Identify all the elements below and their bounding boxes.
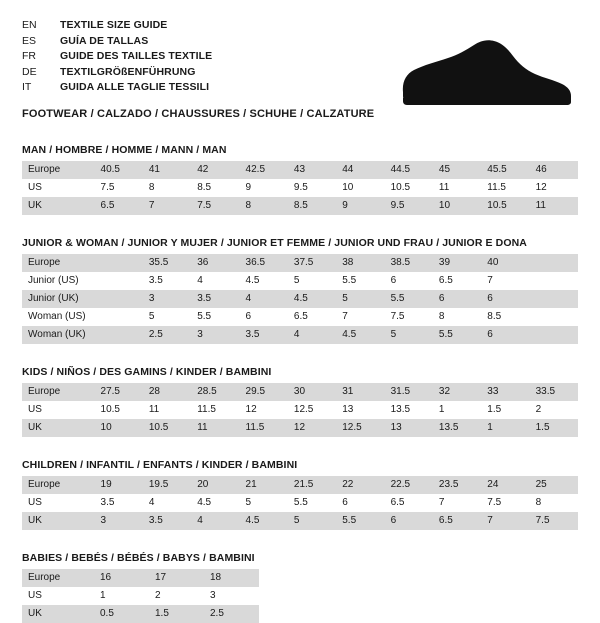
table-row — [22, 179, 578, 197]
size-cell: 13 — [336, 401, 384, 419]
size-cell: 6 — [385, 272, 433, 290]
size-cell: 38.5 — [385, 254, 433, 272]
size-cell: 10.5 — [95, 401, 143, 419]
row-label: US — [22, 587, 94, 605]
size-cell: 1 — [481, 419, 529, 437]
size-cell: 6.5 — [385, 494, 433, 512]
size-cell: 19.5 — [143, 476, 191, 494]
size-cell — [530, 308, 578, 326]
size-cell: 42 — [191, 161, 239, 179]
size-cell: 3 — [191, 326, 239, 344]
size-cell: 4 — [191, 512, 239, 530]
size-cell: 3.5 — [143, 272, 191, 290]
table-row — [22, 161, 578, 179]
language-row — [22, 18, 212, 34]
size-cell: 39 — [433, 254, 481, 272]
size-cell: 35.5 — [143, 254, 191, 272]
size-cell: 11 — [433, 179, 481, 197]
size-cell: 8.5 — [288, 197, 336, 215]
size-cell — [530, 290, 578, 308]
size-cell: 17 — [149, 569, 204, 587]
language-code: DE — [22, 65, 37, 78]
size-cell — [530, 326, 578, 344]
size-cell: 3 — [95, 512, 143, 530]
size-cell: 45 — [433, 161, 481, 179]
size-cell — [530, 254, 578, 272]
table-row — [22, 401, 578, 419]
size-cell: 43 — [288, 161, 336, 179]
size-cell: 1.5 — [149, 605, 204, 623]
size-cell: 4.5 — [240, 512, 288, 530]
size-cell: 7.5 — [95, 179, 143, 197]
size-cell: 2 — [149, 587, 204, 605]
size-cell: 6 — [433, 290, 481, 308]
size-cell: 5 — [288, 512, 336, 530]
size-cell: 24 — [481, 476, 529, 494]
table-row — [22, 254, 578, 272]
size-cell: 21 — [240, 476, 288, 494]
row-label: Europe — [22, 569, 94, 587]
size-cell: 11.5 — [191, 401, 239, 419]
size-cell: 10.5 — [481, 197, 529, 215]
size-cell: 5 — [336, 290, 384, 308]
size-cell: 45.5 — [481, 161, 529, 179]
size-cell: 42.5 — [240, 161, 288, 179]
row-label: Europe — [22, 383, 95, 401]
row-label: UK — [22, 419, 95, 437]
size-cell: 12 — [240, 401, 288, 419]
size-group — [22, 237, 578, 344]
size-cell: 31 — [336, 383, 384, 401]
size-cell: 6.5 — [95, 197, 143, 215]
size-cell: 3.5 — [95, 494, 143, 512]
table-row — [22, 272, 578, 290]
size-cell: 12 — [530, 179, 578, 197]
size-cell: 0.5 — [94, 605, 149, 623]
size-cell: 30 — [288, 383, 336, 401]
size-cell: 32 — [433, 383, 481, 401]
size-cell: 4.5 — [240, 272, 288, 290]
size-cell: 9 — [336, 197, 384, 215]
size-cell: 28.5 — [191, 383, 239, 401]
size-cell: 36 — [191, 254, 239, 272]
size-group-title: JUNIOR & WOMAN / JUNIOR Y MUJER / JUNIOR ET FEMME / JUNIOR UND FRAU / JUNIOR E DONA — [22, 237, 527, 249]
size-cell: 8.5 — [191, 179, 239, 197]
size-cell: 6 — [336, 494, 384, 512]
row-label: Woman (UK) — [22, 326, 95, 344]
size-cell: 7 — [481, 272, 529, 290]
size-cell: 21.5 — [288, 476, 336, 494]
size-cell: 5 — [143, 308, 191, 326]
size-cell: 9 — [240, 179, 288, 197]
size-group — [22, 459, 578, 530]
size-cell: 8.5 — [481, 308, 529, 326]
size-cell: 33.5 — [530, 383, 578, 401]
size-cell: 6.5 — [433, 272, 481, 290]
size-cell: 9.5 — [288, 179, 336, 197]
table-filler-cell — [259, 587, 578, 605]
size-group-title: BABIES / BEBÉS / BÉBÉS / BABYS / BAMBINI — [22, 552, 255, 564]
size-cell: 5 — [288, 272, 336, 290]
row-label: Europe — [22, 161, 95, 179]
size-cell: 4.5 — [288, 290, 336, 308]
size-cell: 5 — [385, 326, 433, 344]
size-cell: 2.5 — [143, 326, 191, 344]
language-title-list — [22, 18, 212, 96]
size-cell: 3 — [204, 587, 259, 605]
table-row — [22, 476, 578, 494]
size-cell: 12.5 — [288, 401, 336, 419]
table-row — [22, 419, 578, 437]
table-row — [22, 569, 578, 587]
size-table — [22, 476, 578, 530]
size-cell — [95, 290, 143, 308]
size-cell: 11.5 — [481, 179, 529, 197]
size-group-title: KIDS / NIÑOS / DES GAMINS / KINDER / BAMBINI — [22, 366, 272, 378]
table-row — [22, 605, 578, 623]
size-cell: 7.5 — [481, 494, 529, 512]
size-cell: 10 — [433, 197, 481, 215]
row-label: Europe — [22, 476, 95, 494]
size-cell: 7 — [336, 308, 384, 326]
size-cell: 3.5 — [143, 512, 191, 530]
size-cell: 20 — [191, 476, 239, 494]
size-cell: 41 — [143, 161, 191, 179]
size-group-title: MAN / HOMBRE / HOMME / MANN / MAN — [22, 144, 227, 156]
size-cell: 40 — [481, 254, 529, 272]
size-cell: 13 — [385, 419, 433, 437]
size-cell: 3 — [143, 290, 191, 308]
language-title: GUIDE DES TAILLES TEXTILE — [60, 50, 213, 62]
language-title: TEXTILGRÖßENFÜHRUNG — [60, 65, 196, 78]
page-header — [22, 18, 578, 122]
size-cell: 2.5 — [204, 605, 259, 623]
size-cell — [530, 272, 578, 290]
dress-shoe-icon — [392, 36, 576, 110]
size-cell: 6 — [481, 290, 529, 308]
size-cell: 12 — [288, 419, 336, 437]
language-row — [22, 49, 212, 65]
size-cell: 4 — [191, 272, 239, 290]
size-cell: 11.5 — [240, 419, 288, 437]
table-row — [22, 290, 578, 308]
size-cell: 1.5 — [530, 419, 578, 437]
row-label: UK — [22, 605, 94, 623]
table-row — [22, 326, 578, 344]
language-row — [22, 80, 212, 96]
size-cell: 13.5 — [385, 401, 433, 419]
size-table — [22, 569, 578, 623]
language-row — [22, 65, 212, 81]
size-cell: 1 — [94, 587, 149, 605]
size-cell: 4 — [288, 326, 336, 344]
size-cell: 7 — [433, 494, 481, 512]
size-table — [22, 161, 578, 215]
size-cell: 6.5 — [288, 308, 336, 326]
size-cell: 1 — [433, 401, 481, 419]
row-label: Woman (US) — [22, 308, 95, 326]
size-cell: 8 — [530, 494, 578, 512]
row-label: US — [22, 179, 95, 197]
size-cell: 44 — [336, 161, 384, 179]
row-label: UK — [22, 197, 95, 215]
table-row — [22, 494, 578, 512]
size-cell: 1.5 — [481, 401, 529, 419]
row-label: Junior (UK) — [22, 290, 95, 308]
row-label: Junior (US) — [22, 272, 95, 290]
size-table — [22, 383, 578, 437]
size-cell: 10 — [336, 179, 384, 197]
size-cell: 6 — [240, 308, 288, 326]
size-cell — [95, 326, 143, 344]
size-cell: 3.5 — [240, 326, 288, 344]
size-cell: 4.5 — [191, 494, 239, 512]
size-cell: 5.5 — [191, 308, 239, 326]
size-cell: 23.5 — [433, 476, 481, 494]
size-cell: 31.5 — [385, 383, 433, 401]
size-cell: 27.5 — [95, 383, 143, 401]
size-cell: 5 — [240, 494, 288, 512]
size-cell: 22 — [336, 476, 384, 494]
size-cell: 8 — [240, 197, 288, 215]
size-cell: 7.5 — [385, 308, 433, 326]
size-cell: 18 — [204, 569, 259, 587]
table-row — [22, 308, 578, 326]
language-code: FR — [22, 50, 36, 62]
size-cell: 4 — [143, 494, 191, 512]
language-code: EN — [22, 19, 37, 31]
language-title: GUÍA DE TALLAS — [60, 34, 149, 47]
language-title: GUIDA ALLE TAGLIE TESSILI — [60, 81, 210, 93]
size-cell: 5.5 — [385, 290, 433, 308]
size-cell: 4.5 — [336, 326, 384, 344]
size-cell: 12.5 — [336, 419, 384, 437]
language-code: ES — [22, 34, 37, 47]
size-cell: 6 — [481, 326, 529, 344]
size-cell: 25 — [530, 476, 578, 494]
row-label: US — [22, 494, 95, 512]
table-row — [22, 587, 578, 605]
size-cell: 5.5 — [288, 494, 336, 512]
size-cell — [95, 308, 143, 326]
size-cell: 3.5 — [191, 290, 239, 308]
language-code: IT — [22, 81, 32, 93]
size-cell: 40.5 — [95, 161, 143, 179]
size-cell: 13.5 — [433, 419, 481, 437]
table-row — [22, 512, 578, 530]
size-cell — [95, 272, 143, 290]
size-cell: 38 — [336, 254, 384, 272]
size-table — [22, 254, 578, 344]
size-cell: 10 — [95, 419, 143, 437]
size-cell: 11 — [191, 419, 239, 437]
size-cell: 7.5 — [191, 197, 239, 215]
size-cell: 2 — [530, 401, 578, 419]
size-cell: 4 — [240, 290, 288, 308]
size-tables-container — [22, 144, 578, 623]
size-cell: 6 — [385, 512, 433, 530]
size-cell: 19 — [95, 476, 143, 494]
size-cell: 11 — [143, 401, 191, 419]
size-cell: 37.5 — [288, 254, 336, 272]
size-cell: 33 — [481, 383, 529, 401]
row-label: Europe — [22, 254, 95, 272]
size-cell: 8 — [143, 179, 191, 197]
table-filler-cell — [259, 605, 578, 623]
table-filler-cell — [259, 569, 578, 587]
size-group-title: CHILDREN / INFANTIL / ENFANTS / KINDER / BAMBINI — [22, 459, 298, 471]
language-row — [22, 34, 212, 50]
size-cell: 29.5 — [240, 383, 288, 401]
row-label: UK — [22, 512, 95, 530]
size-group — [22, 366, 578, 437]
category-title: FOOTWEAR / CALZADO / CHAUSSURES / SCHUHE / CALZATURE — [22, 107, 375, 120]
size-cell: 7.5 — [530, 512, 578, 530]
size-cell: 8 — [433, 308, 481, 326]
size-cell: 36.5 — [240, 254, 288, 272]
size-group — [22, 552, 578, 623]
size-cell: 9.5 — [385, 197, 433, 215]
size-cell: 11 — [530, 197, 578, 215]
size-cell: 44.5 — [385, 161, 433, 179]
size-cell: 46 — [530, 161, 578, 179]
size-group — [22, 144, 578, 215]
size-cell: 16 — [94, 569, 149, 587]
row-label: US — [22, 401, 95, 419]
size-cell: 10.5 — [143, 419, 191, 437]
table-row — [22, 197, 578, 215]
size-cell: 22.5 — [385, 476, 433, 494]
table-row — [22, 383, 578, 401]
language-title: TEXTILE SIZE GUIDE — [60, 19, 168, 31]
size-cell: 5.5 — [336, 272, 384, 290]
size-cell: 28 — [143, 383, 191, 401]
size-cell: 7 — [143, 197, 191, 215]
size-cell — [95, 254, 143, 272]
size-cell: 10.5 — [385, 179, 433, 197]
size-cell: 5.5 — [433, 326, 481, 344]
size-cell: 6.5 — [433, 512, 481, 530]
size-cell: 5.5 — [336, 512, 384, 530]
size-cell: 7 — [481, 512, 529, 530]
